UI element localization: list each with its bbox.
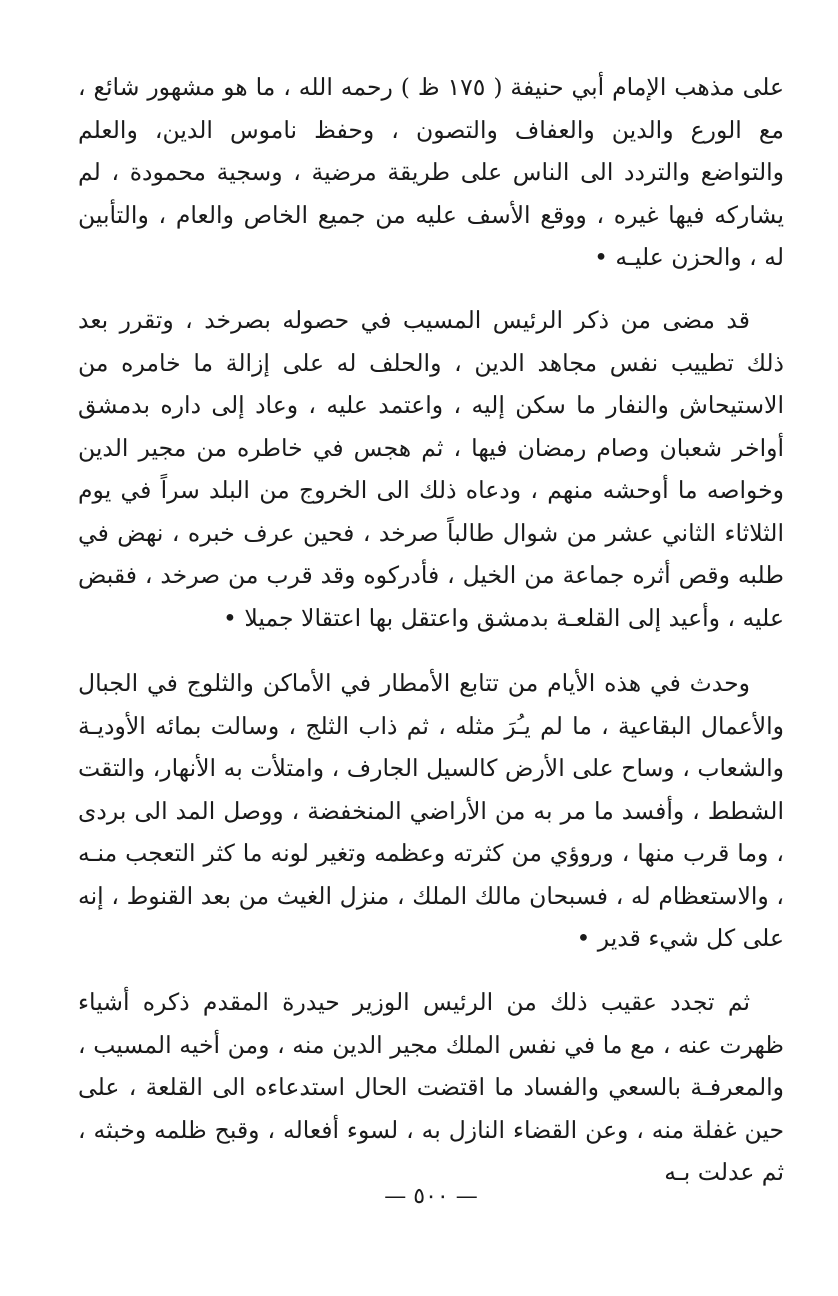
paragraph-2: قد مضى من ذكر الرئيس المسيب في حصوله بصرخد ، وتقرر بعد ذلك تطييب نفس مجاهد الدين ، والحلف له على إزالة ما خامره من الاستيحاش والنفار ما سكن إليه ، واعتمد عليه ، وعاد إلى داره بدمشق أواخر شعبان وصام رمضان فيها ، ثم هجس في خاطره من مجير الدين وخواصه ما أوحشه منهم ، ودعاه ذلك الى الخروج من البلد سراً في يوم الثلاثاء الثاني عشر من شوال طالباً صرخد ، فحين عرف خبره ، نهض في طلبه وقص أثره جماعة من الخيل ، فأدركوه وقد قرب من صرخد ، فقبض عليه ، وأعيد إلى القلعـة بدمشق واعتقل بها اعتقالا جميلا •: [78, 306, 784, 632]
paragraph-4: ثم تجدد عقيب ذلك من الرئيس الوزير حيدرة المقدم ذكره أشياء ظهرت عنه ، مع ما في نفس الملك مجير الدين منه ، ومن أخيه المسيب ، والمعرفـة بالسعي والفساد ما اقتضت الحال استدعاءه الى القلعة ، على حين غفلة منه ، وعن القضاء النازل به ، لسوء أفعاله ، وقبح ظلمه وخبثه ، ثم عدلت بـه: [78, 988, 784, 1186]
page-number: — ٥٠٠ —: [384, 1184, 478, 1209]
paragraph-3: وحدث في هذه الأيام من تتابع الأمطار في الأماكن والثلوج في الجبال والأعمال البقاعية ، ما لم يـُرَ مثله ، ثم ذاب الثلج ، وسالت بمائه الأوديـة والشعاب ، وساح على الأرض كالسيل الجارف ، وامتلأت به الأنهار، والتقت الشطط ، وأفسد ما مر به من الأراضي المنخفضة ، ووصل المد الى بردى ، وما قرب منها ، وروؤي من كثرته وعظمه وتغير لونه ما كثر التعجب منـه ، والاستعظام له ، فسبحان مالك الملك ، منزل الغيث من بعد القنوط ، إنه على كل شيء قدير •: [78, 669, 784, 952]
book-page: [78, 66, 784, 1266]
paragraph-1: على مذهب الإمام أبي حنيفة ( ١٧٥ ظ ) رحمه الله ، ما هو مشهور شائع ، مع الورع والدين والعفاف والتصون ، وحفظ ناموس الدين، والعلم والتواضع والتردد الى الناس على طريقة مرضية ، وسجية محمودة ، لم يشاركه فيها غيره ، ووقع الأسف عليه من جميع الخاص والعام ، والتأبين له ، والحزن عليـه •: [78, 73, 784, 271]
